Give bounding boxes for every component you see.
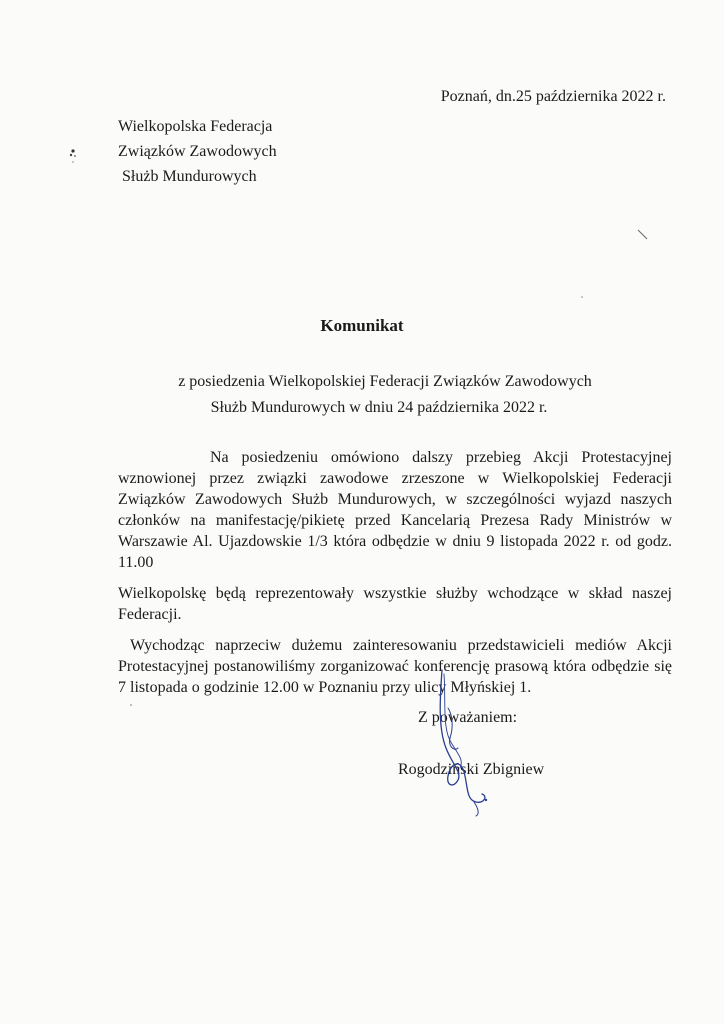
scan-speck [66,146,80,166]
document-body [118,447,672,708]
body-paragraph-3: Wychodząc naprzeciw dużemu zainteresowaniu przedstawicieli mediów Akcji Protestacyjnej postanowiliśmy zorganizować konferencję prasową która odbędzie się 7 listopada o godzinie 12.00 w Poznaniu przy ulicy Młyńskiej 1. [118,637,672,696]
body-paragraph-1: Na posiedzeniu omówiono dalszy przebieg Akcji Protestacyjnej wznowionej przez związki zawodowe zrzeszone w Wielkopolskiej Federacji Związków Zawodowych Służb Mundurowych, w szczególności wyjazd naszych członków na manifestację/pikietę przed Kancelarią Prezesa Rady Ministrów w Warszawie Al. Ujazdowskie 1/3 która odbędzie w dniu 9 listopada 2022 r. od godz. 11.00 [118,449,672,571]
scan-speck [636,228,650,242]
subtitle-line-1: z posiedzenia Wielkopolskiej Federacji Związków Zawodowych [178,373,592,390]
document-subtitle [0,369,724,421]
sender-line-1: Wielkopolska Federacja [118,118,273,135]
signer-name: Rogodziński Zbigniew [398,761,545,778]
sender-line-2: Związków Zawodowych [118,143,277,160]
subtitle-line-2: Służb Mundurowych w dniu 24 października 2022 r. [210,399,548,416]
document-title: Komunikat [320,316,404,335]
body-paragraph-2: Wielkopolskę będą reprezentowały wszystkie służby wchodzące w skład naszej Federacji. [118,585,672,623]
document-date: Poznań, dn.25 października 2022 r. [440,88,666,105]
sender-block [118,114,277,189]
scan-speck [579,294,585,300]
sender-line-3: Służb Mundurowych [122,168,257,185]
closing-salutation: Z poważaniem: [418,709,518,726]
handwritten-signature [418,668,508,818]
